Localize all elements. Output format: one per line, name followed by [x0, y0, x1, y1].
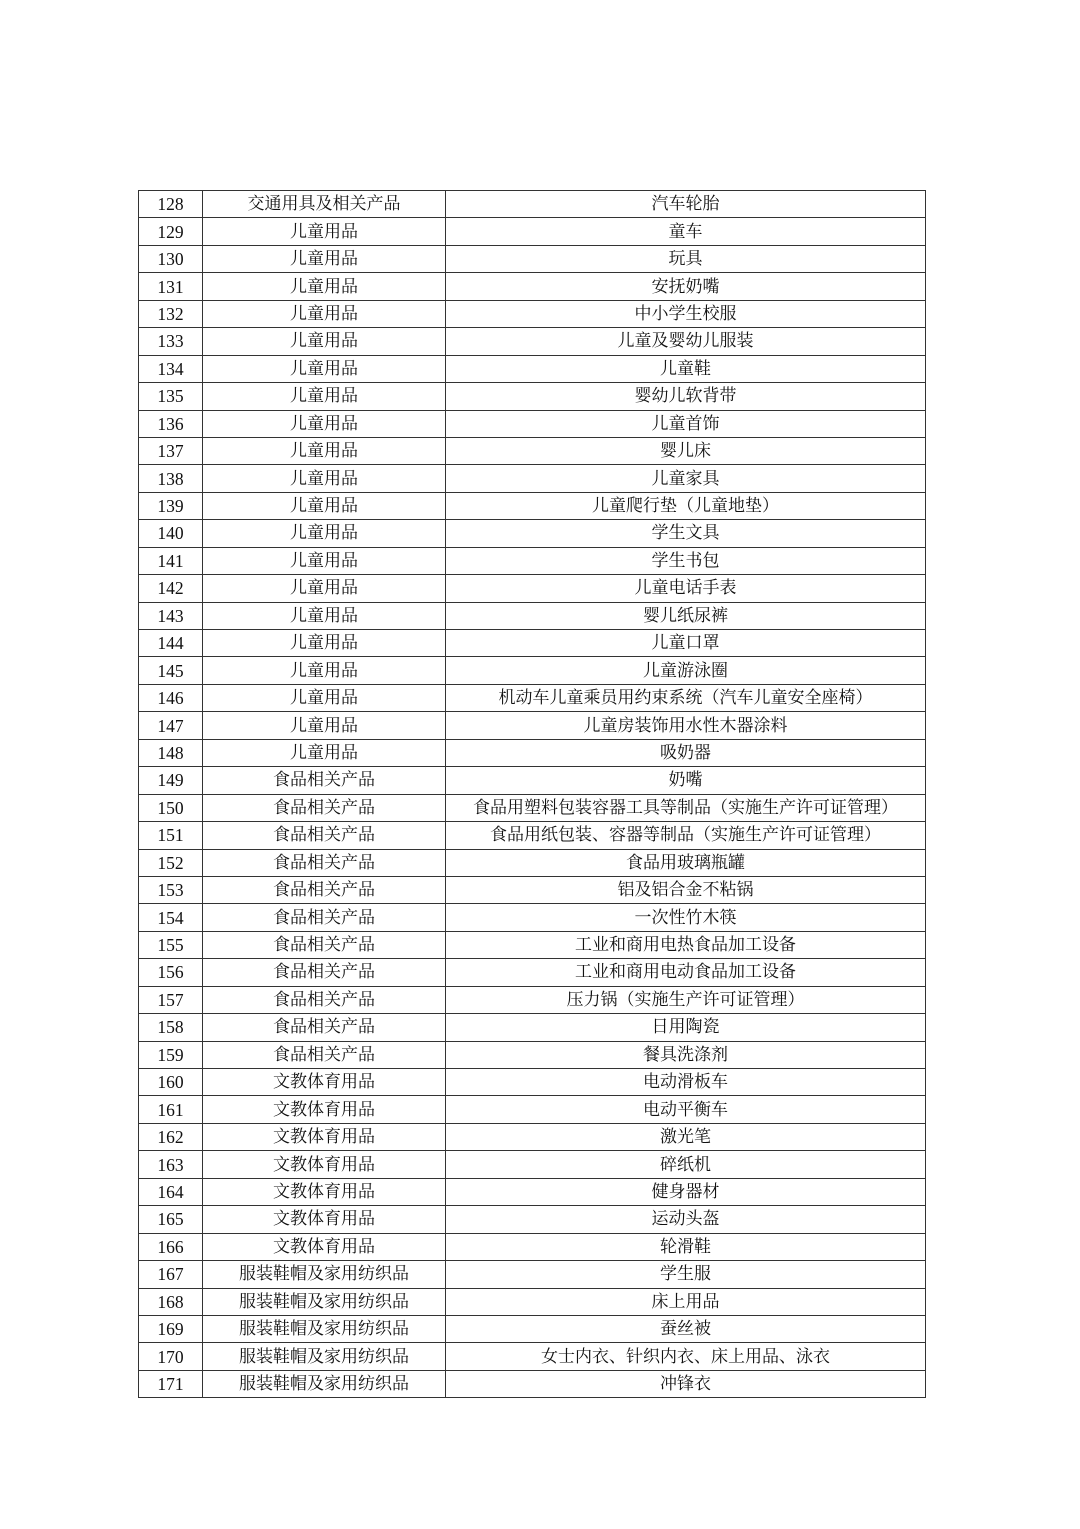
product-name-cell: 铝及铝合金不粘锅	[446, 876, 926, 903]
category-cell: 文教体育用品	[203, 1069, 446, 1096]
row-number-cell: 163	[139, 1151, 203, 1178]
table-row	[139, 794, 926, 821]
category-cell: 儿童用品	[203, 328, 446, 355]
category-cell: 儿童用品	[203, 355, 446, 382]
table-row	[139, 630, 926, 657]
product-name-cell: 儿童爬行垫（儿童地垫）	[446, 492, 926, 519]
product-name-cell: 工业和商用电动食品加工设备	[446, 959, 926, 986]
table-row	[139, 1261, 926, 1288]
category-cell: 交通用具及相关产品	[203, 191, 446, 218]
category-cell: 儿童用品	[203, 218, 446, 245]
table-row	[139, 1288, 926, 1315]
category-cell: 儿童用品	[203, 630, 446, 657]
table-row	[139, 465, 926, 492]
product-name-cell: 健身器材	[446, 1178, 926, 1205]
row-number-cell: 164	[139, 1178, 203, 1205]
product-name-cell: 日用陶瓷	[446, 1014, 926, 1041]
row-number-cell: 142	[139, 575, 203, 602]
category-cell: 文教体育用品	[203, 1096, 446, 1123]
row-number-cell: 143	[139, 602, 203, 629]
table-row	[139, 822, 926, 849]
table-row	[139, 575, 926, 602]
table-row	[139, 355, 926, 382]
category-cell: 儿童用品	[203, 684, 446, 711]
row-number-cell: 168	[139, 1288, 203, 1315]
product-name-cell: 轮滑鞋	[446, 1233, 926, 1260]
row-number-cell: 134	[139, 355, 203, 382]
category-cell: 文教体育用品	[203, 1178, 446, 1205]
row-number-cell: 158	[139, 1014, 203, 1041]
row-number-cell: 133	[139, 328, 203, 355]
category-cell: 服装鞋帽及家用纺织品	[203, 1343, 446, 1370]
category-cell: 食品相关产品	[203, 986, 446, 1013]
row-number-cell: 152	[139, 849, 203, 876]
product-name-cell: 儿童首饰	[446, 410, 926, 437]
table-row	[139, 849, 926, 876]
row-number-cell: 169	[139, 1315, 203, 1342]
category-cell: 食品相关产品	[203, 931, 446, 958]
product-name-cell: 工业和商用电热食品加工设备	[446, 931, 926, 958]
row-number-cell: 170	[139, 1343, 203, 1370]
row-number-cell: 167	[139, 1261, 203, 1288]
category-cell: 食品相关产品	[203, 904, 446, 931]
table-row	[139, 876, 926, 903]
category-cell: 食品相关产品	[203, 959, 446, 986]
category-cell: 儿童用品	[203, 437, 446, 464]
row-number-cell: 171	[139, 1370, 203, 1397]
table-row	[139, 328, 926, 355]
table-row	[139, 986, 926, 1013]
table-row	[139, 602, 926, 629]
product-name-cell: 安抚奶嘴	[446, 273, 926, 300]
category-cell: 文教体育用品	[203, 1206, 446, 1233]
category-cell: 儿童用品	[203, 300, 446, 327]
row-number-cell: 148	[139, 739, 203, 766]
category-cell: 食品相关产品	[203, 849, 446, 876]
category-cell: 食品相关产品	[203, 794, 446, 821]
table-row	[139, 1233, 926, 1260]
product-catalog-table	[138, 190, 926, 1398]
product-name-cell: 机动车儿童乘员用约束系统（汽车儿童安全座椅）	[446, 684, 926, 711]
product-name-cell: 压力锅（实施生产许可证管理）	[446, 986, 926, 1013]
row-number-cell: 144	[139, 630, 203, 657]
row-number-cell: 135	[139, 383, 203, 410]
product-name-cell: 餐具洗涤剂	[446, 1041, 926, 1068]
category-cell: 儿童用品	[203, 739, 446, 766]
row-number-cell: 141	[139, 547, 203, 574]
row-number-cell: 150	[139, 794, 203, 821]
row-number-cell: 129	[139, 218, 203, 245]
table-row	[139, 1206, 926, 1233]
table-row	[139, 1014, 926, 1041]
table-row	[139, 218, 926, 245]
category-cell: 儿童用品	[203, 520, 446, 547]
product-name-cell: 女士内衣、针织内衣、床上用品、泳衣	[446, 1343, 926, 1370]
product-name-cell: 儿童鞋	[446, 355, 926, 382]
table-row	[139, 1123, 926, 1150]
category-cell: 儿童用品	[203, 410, 446, 437]
product-name-cell: 床上用品	[446, 1288, 926, 1315]
product-name-cell: 玩具	[446, 245, 926, 272]
row-number-cell: 149	[139, 767, 203, 794]
row-number-cell: 156	[139, 959, 203, 986]
row-number-cell: 128	[139, 191, 203, 218]
table-row	[139, 712, 926, 739]
table-body	[139, 191, 926, 1398]
category-cell: 服装鞋帽及家用纺织品	[203, 1261, 446, 1288]
category-cell: 服装鞋帽及家用纺织品	[203, 1370, 446, 1397]
category-cell: 儿童用品	[203, 273, 446, 300]
table-row	[139, 1370, 926, 1397]
row-number-cell: 136	[139, 410, 203, 437]
product-name-cell: 电动滑板车	[446, 1069, 926, 1096]
product-name-cell: 儿童电话手表	[446, 575, 926, 602]
category-cell: 文教体育用品	[203, 1123, 446, 1150]
product-name-cell: 激光笔	[446, 1123, 926, 1150]
table-row	[139, 191, 926, 218]
product-name-cell: 儿童口罩	[446, 630, 926, 657]
row-number-cell: 147	[139, 712, 203, 739]
product-name-cell: 蚕丝被	[446, 1315, 926, 1342]
category-cell: 食品相关产品	[203, 822, 446, 849]
row-number-cell: 162	[139, 1123, 203, 1150]
category-cell: 文教体育用品	[203, 1151, 446, 1178]
row-number-cell: 138	[139, 465, 203, 492]
product-name-cell: 学生书包	[446, 547, 926, 574]
row-number-cell: 154	[139, 904, 203, 931]
table-row	[139, 383, 926, 410]
row-number-cell: 161	[139, 1096, 203, 1123]
table-row	[139, 931, 926, 958]
row-number-cell: 166	[139, 1233, 203, 1260]
row-number-cell: 146	[139, 684, 203, 711]
row-number-cell: 131	[139, 273, 203, 300]
product-name-cell: 汽车轮胎	[446, 191, 926, 218]
table-row	[139, 547, 926, 574]
category-cell: 儿童用品	[203, 245, 446, 272]
table-row	[139, 1069, 926, 1096]
row-number-cell: 165	[139, 1206, 203, 1233]
row-number-cell: 139	[139, 492, 203, 519]
table-row	[139, 1096, 926, 1123]
table-row	[139, 904, 926, 931]
row-number-cell: 153	[139, 876, 203, 903]
category-cell: 儿童用品	[203, 712, 446, 739]
table-row	[139, 520, 926, 547]
table-row	[139, 273, 926, 300]
row-number-cell: 140	[139, 520, 203, 547]
product-name-cell: 奶嘴	[446, 767, 926, 794]
category-cell: 儿童用品	[203, 575, 446, 602]
category-cell: 食品相关产品	[203, 876, 446, 903]
product-name-cell: 儿童房装饰用水性木器涂料	[446, 712, 926, 739]
product-name-cell: 食品用塑料包装容器工具等制品（实施生产许可证管理）	[446, 794, 926, 821]
table-row	[139, 492, 926, 519]
table-row	[139, 1178, 926, 1205]
category-cell: 儿童用品	[203, 383, 446, 410]
row-number-cell: 151	[139, 822, 203, 849]
row-number-cell: 130	[139, 245, 203, 272]
product-name-cell: 学生服	[446, 1261, 926, 1288]
table-row	[139, 1041, 926, 1068]
row-number-cell: 137	[139, 437, 203, 464]
category-cell: 儿童用品	[203, 465, 446, 492]
table-row	[139, 959, 926, 986]
product-name-cell: 儿童游泳圈	[446, 657, 926, 684]
product-name-cell: 吸奶器	[446, 739, 926, 766]
product-name-cell: 一次性竹木筷	[446, 904, 926, 931]
product-name-cell: 碎纸机	[446, 1151, 926, 1178]
table-row	[139, 410, 926, 437]
product-name-cell: 婴幼儿软背带	[446, 383, 926, 410]
category-cell: 食品相关产品	[203, 1041, 446, 1068]
product-name-cell: 学生文具	[446, 520, 926, 547]
product-name-cell: 婴儿床	[446, 437, 926, 464]
product-name-cell: 儿童家具	[446, 465, 926, 492]
product-name-cell: 运动头盔	[446, 1206, 926, 1233]
product-name-cell: 婴儿纸尿裤	[446, 602, 926, 629]
table-row	[139, 739, 926, 766]
category-cell: 文教体育用品	[203, 1233, 446, 1260]
table-row	[139, 1151, 926, 1178]
table-row	[139, 245, 926, 272]
row-number-cell: 157	[139, 986, 203, 1013]
row-number-cell: 132	[139, 300, 203, 327]
category-cell: 服装鞋帽及家用纺织品	[203, 1288, 446, 1315]
category-cell: 食品相关产品	[203, 1014, 446, 1041]
table-row	[139, 1343, 926, 1370]
table-row	[139, 684, 926, 711]
table-row	[139, 767, 926, 794]
row-number-cell: 160	[139, 1069, 203, 1096]
product-name-cell: 儿童及婴幼儿服装	[446, 328, 926, 355]
category-cell: 服装鞋帽及家用纺织品	[203, 1315, 446, 1342]
category-cell: 儿童用品	[203, 547, 446, 574]
row-number-cell: 159	[139, 1041, 203, 1068]
row-number-cell: 155	[139, 931, 203, 958]
table-row	[139, 300, 926, 327]
category-cell: 儿童用品	[203, 602, 446, 629]
table-row	[139, 437, 926, 464]
row-number-cell: 145	[139, 657, 203, 684]
product-name-cell: 中小学生校服	[446, 300, 926, 327]
category-cell: 儿童用品	[203, 492, 446, 519]
table-row	[139, 1315, 926, 1342]
product-name-cell: 冲锋衣	[446, 1370, 926, 1397]
category-cell: 儿童用品	[203, 657, 446, 684]
table-row	[139, 657, 926, 684]
product-name-cell: 食品用玻璃瓶罐	[446, 849, 926, 876]
product-name-cell: 电动平衡车	[446, 1096, 926, 1123]
product-name-cell: 食品用纸包装、容器等制品（实施生产许可证管理）	[446, 822, 926, 849]
product-name-cell: 童车	[446, 218, 926, 245]
category-cell: 食品相关产品	[203, 767, 446, 794]
